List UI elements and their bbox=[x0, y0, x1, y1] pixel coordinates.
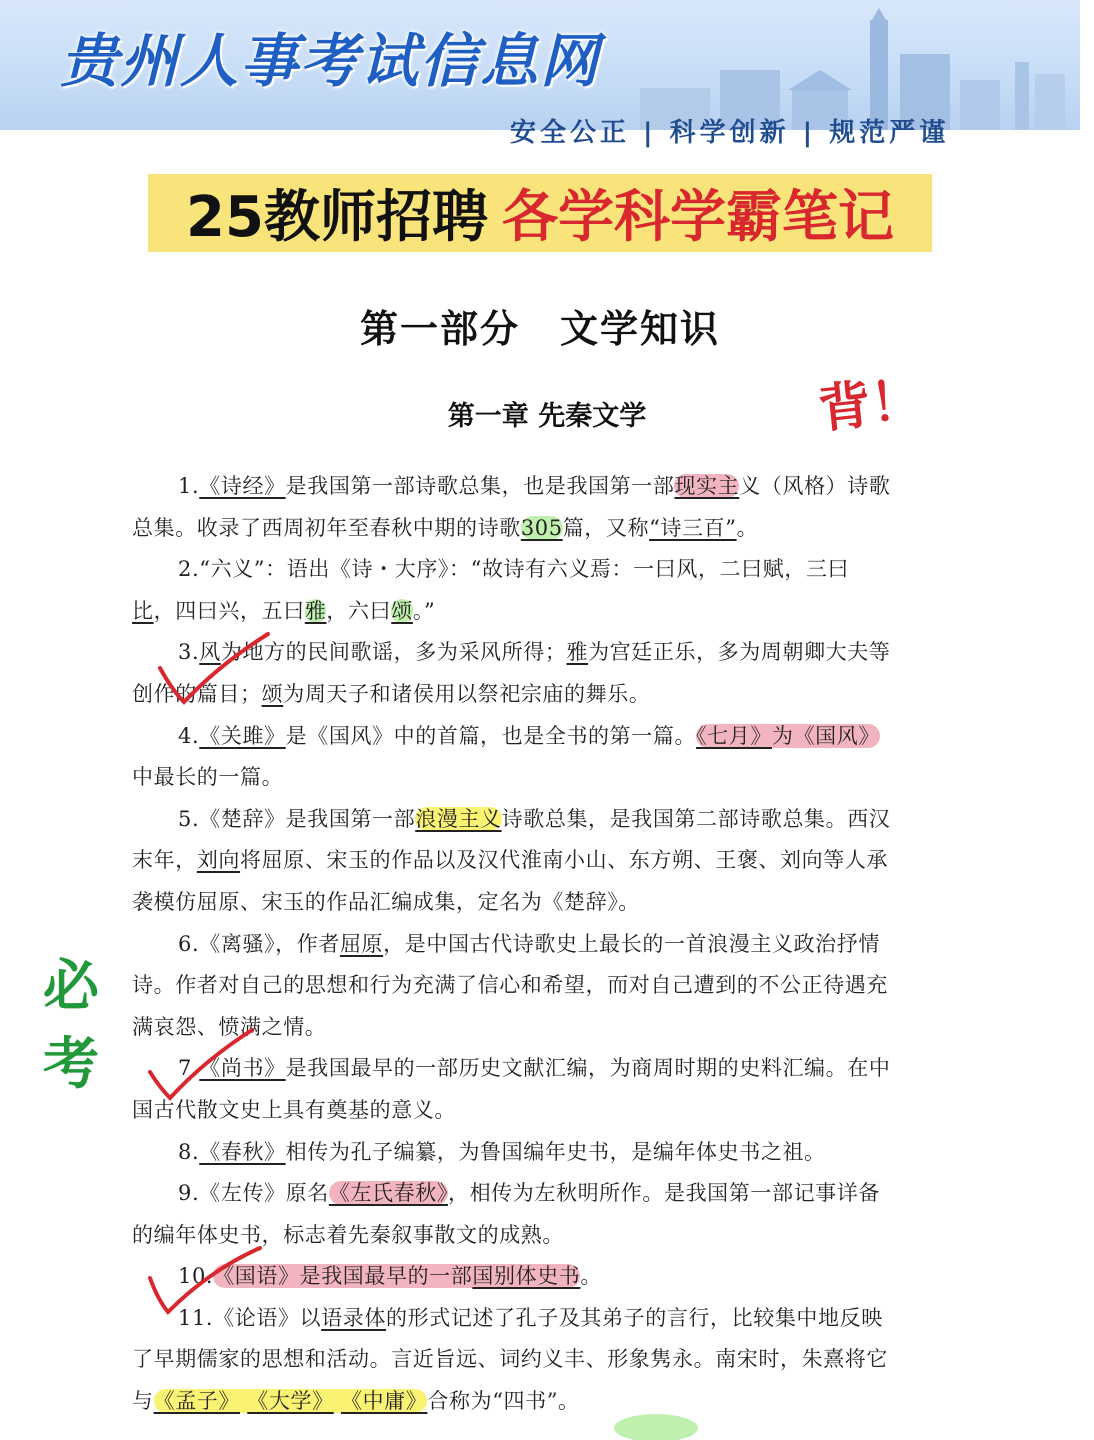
item-6-line-3: 满哀怨、愤满之情。 bbox=[132, 1014, 327, 1039]
item-9-line-2: 的编年体史书，标志着先秦叙事散文的成熟。 bbox=[132, 1222, 564, 1247]
handwritten-memorize-note: 背！ bbox=[815, 369, 926, 441]
header-banner bbox=[0, 0, 1080, 148]
item-2-line-2: 比，四曰兴，五曰雅，六曰颂。” bbox=[132, 598, 436, 623]
item-2-line-1: 2.“六义”：语出《诗・大序》：“故诗有六义焉：一曰风，二曰赋，三曰 bbox=[178, 557, 850, 582]
item-5-line-2: 末年，刘向将屈原、宋玉的作品以及汉代淮南小山、东方朔、王褒、刘向等人承 bbox=[132, 848, 889, 873]
handwritten-must-test-note: 必考 bbox=[43, 954, 99, 1097]
item-11-line-1: 11.《论语》以语录体的形式记述了孔子及其弟子的言行，比较集中地反映 bbox=[178, 1305, 883, 1330]
notes-content bbox=[132, 466, 964, 1423]
item-5-line-3: 袭模仿屈原、宋玉的作品汇编成集，定名为《楚辞》。 bbox=[132, 889, 640, 914]
item-4-line-2: 中最长的一篇。 bbox=[132, 765, 284, 790]
title-red-part: 各学科学霸笔记 bbox=[501, 185, 894, 250]
site-name: 贵州人事考试信息网 bbox=[60, 27, 601, 95]
item-7-line-2: 国古代散文史上具有奠基的意义。 bbox=[132, 1097, 456, 1122]
item-10-line-1: 10.《国语》是我国最早的一部国别体史书。 bbox=[178, 1264, 603, 1289]
item-9-line-1: 9.《左传》原名《左氏春秋》，相传为左秋明所作。是我国第一部记事详备 bbox=[178, 1181, 880, 1206]
site-slogan: 安全公正 | 科学创新 | 规范严谨 bbox=[510, 118, 950, 148]
item-7-line-1: 7.《尚书》是我国最早的一部历史文献汇编，为商周时期的史料汇编。在中 bbox=[178, 1056, 891, 1081]
item-3-line-2: 创作的篇目；颂为周天子和诸侯用以祭祀宗庙的舞乐。 bbox=[132, 681, 651, 706]
main-title bbox=[148, 174, 932, 252]
item-5-line-1: 5.《楚辞》是我国第一部浪漫主义诗歌总集，是我国第二部诗歌总集。西汉 bbox=[178, 806, 891, 831]
item-11-line-3: 与《孟子》 《大学》 《中庸》合称为“四书”。 bbox=[132, 1389, 580, 1414]
chapter-title: 第一章 先秦文学 bbox=[447, 401, 647, 432]
item-8-line-1: 8.《春秋》相传为孔子编纂，为鲁国编年史书，是编年体史书之祖。 bbox=[178, 1139, 826, 1164]
title-black-part: 25教师招聘 bbox=[186, 185, 488, 250]
item-11-line-2: 了早期儒家的思想和活动。言近旨远、词约义丰、形象隽永。南宋时，朱熹将它 bbox=[132, 1347, 888, 1372]
highlight-realism: 现实主 bbox=[674, 474, 740, 498]
item-6-line-1: 6.《离骚》，作者屈原，是中国古代诗歌史上最长的一首浪漫主义政治抒情 bbox=[178, 931, 880, 956]
part-title: 第一部分 文学知识 bbox=[359, 307, 720, 351]
item-3-line-1: 3.风为地方的民间歌谣，多为采风所得；雅为宫廷正乐，多为周朝卿大夫等 bbox=[178, 640, 891, 665]
item-1-line-2: 总集。收录了西周初年至春秋中期的诗歌305篇，又称“诗三百”。 bbox=[132, 515, 759, 540]
item-4-line-1: 4.《关雎》是《国风》中的首篇，也是全书的第一篇。《七月》为《国风》 bbox=[178, 723, 880, 748]
highlight-romanticism: 浪漫主义 bbox=[415, 806, 502, 831]
item-1-line-1: 1.《诗经》是我国第一部诗歌总集，也是我国第一部现实主义（风格）诗歌 bbox=[178, 474, 891, 498]
city-skyline-illustration bbox=[620, 0, 1080, 130]
item-6-line-2: 诗。作者对自己的思想和行为充满了信心和希望，而对自己遭到的不公正待遇充 bbox=[132, 973, 888, 998]
